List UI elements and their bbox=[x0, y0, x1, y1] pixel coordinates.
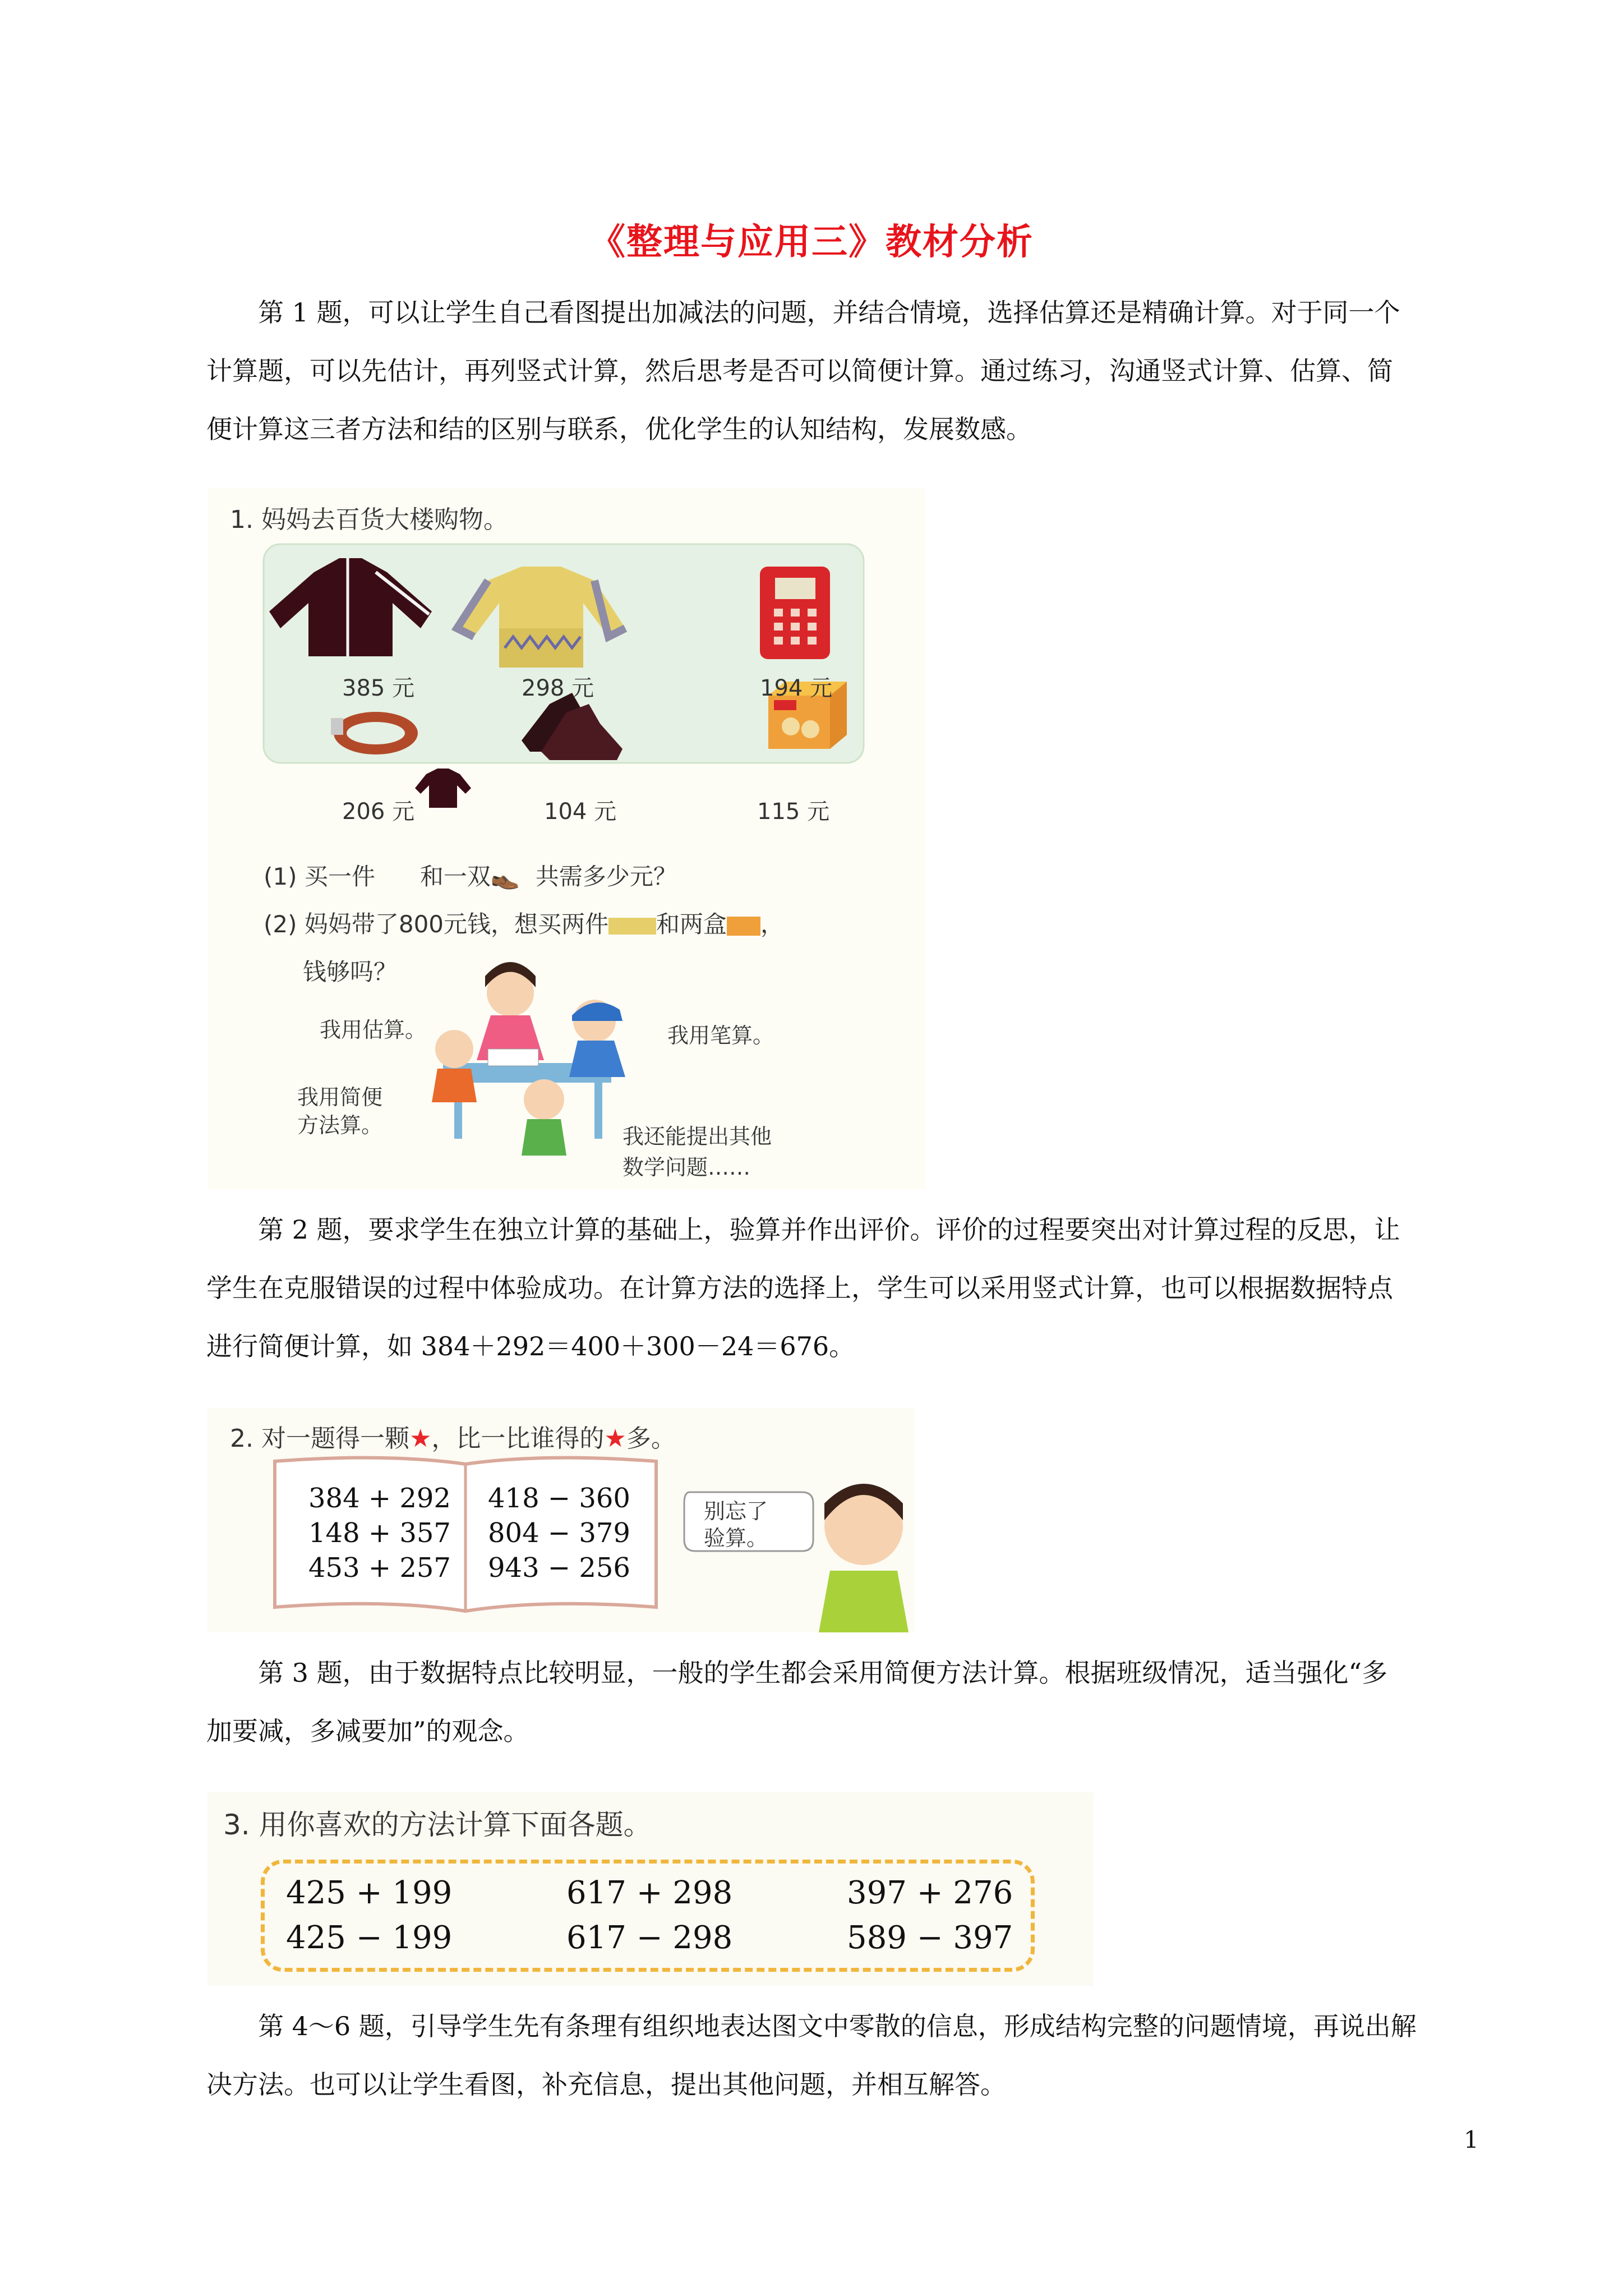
page-title: 《整理与应用三》教材分析 bbox=[589, 221, 1034, 263]
star-icon: ★ bbox=[409, 1424, 432, 1453]
price-cookie-box: 115 元 bbox=[757, 799, 830, 825]
sweater-icon bbox=[608, 918, 656, 935]
speech-line: 别忘了 bbox=[704, 1499, 768, 1524]
children-illustration bbox=[432, 962, 625, 1156]
paragraph-3 bbox=[206, 1644, 1485, 1760]
speech-other-1: 我还能提出其他 bbox=[623, 1124, 772, 1149]
question-1 bbox=[264, 858, 677, 892]
problem: 384 + 292 bbox=[308, 1483, 451, 1514]
problem: 453 + 257 bbox=[308, 1552, 451, 1584]
text-line: 计算题，可以先估计，再列竖式计算，然后思考是否可以简便计算。通过练习，沟通竖式计算、估算、简 bbox=[206, 356, 1393, 386]
problem: 148 + 357 bbox=[308, 1517, 451, 1549]
question-2-part-c: ， bbox=[760, 910, 785, 938]
telephone-icon bbox=[760, 567, 830, 659]
text-line: 第 2 题，要求学生在独立计算的基础上，验算并作出评价。评价的过程要突出对计算过程的反思，让 bbox=[206, 1214, 1400, 1245]
page-number: 1 bbox=[1464, 2126, 1479, 2154]
figure-2-verify bbox=[208, 1408, 914, 1632]
question-1-part-c: 共需多少元？ bbox=[535, 863, 677, 890]
star-icon: ★ bbox=[604, 1424, 626, 1453]
text-line: 便计算这三者方法和结的区别与联系，优化学生的认知结构，发展数感。 bbox=[206, 414, 1032, 444]
question-2 bbox=[264, 906, 784, 940]
question-1-part-b: 和一双 bbox=[419, 863, 491, 890]
text-line: 决方法。也可以让学生看图，补充信息，提出其他问题，并相互解答。 bbox=[206, 2069, 1006, 2100]
left-column-problems bbox=[308, 1481, 451, 1585]
problem: 617 + 298 bbox=[566, 1875, 733, 1911]
price-jacket: 385 元 bbox=[342, 675, 415, 701]
text-line: 学生在克服错误的过程中体验成功。在计算方法的选择上，学生可以采用竖式计算，也可以根据数据特点 bbox=[206, 1273, 1393, 1303]
speech-written: 我用笔算。 bbox=[667, 1023, 774, 1048]
price-sweater: 298 元 bbox=[522, 675, 594, 701]
speech-other-2: 数学问题…… bbox=[623, 1155, 751, 1180]
text-line: 进行简便计算，如 384＋292＝400＋300－24＝676。 bbox=[206, 1331, 855, 1361]
question-2-end: 钱够吗？ bbox=[303, 958, 398, 986]
problem: 397 + 276 bbox=[847, 1875, 1013, 1911]
problem: 589 − 397 bbox=[847, 1920, 1013, 1956]
problem: 943 − 256 bbox=[488, 1552, 630, 1584]
text-line: 第 3 题，由于数据特点比较明显，一般的学生都会采用简便方法计算。根据班级情况，适当强化“多 bbox=[206, 1658, 1388, 1688]
price-belt: 206 元 bbox=[342, 799, 415, 825]
figure-3-calculate bbox=[208, 1792, 1094, 1986]
speech-shortcut-1: 我用简便 bbox=[297, 1085, 383, 1110]
figure-1-heading: 1. 妈妈去百货大楼购物。 bbox=[230, 505, 508, 534]
speech-shortcut-2: 方法算。 bbox=[297, 1113, 383, 1138]
speech-estimate: 我用估算。 bbox=[320, 1018, 427, 1042]
right-column-problems bbox=[488, 1481, 630, 1585]
problem: 804 − 379 bbox=[488, 1517, 630, 1549]
speech-line: 验算。 bbox=[704, 1526, 768, 1550]
speech-bubble bbox=[704, 1498, 768, 1552]
calc-column-2 bbox=[566, 1871, 732, 1961]
calc-column-3 bbox=[847, 1871, 1013, 1961]
paragraph-4 bbox=[206, 1997, 1485, 2114]
text-line: 第 4～6 题，引导学生先有条理有组织地表达图文中零散的信息，形成结构完整的问题情境，再说出解 bbox=[206, 2011, 1417, 2041]
figure-1-shopping bbox=[208, 488, 925, 1189]
problem: 617 − 298 bbox=[566, 1920, 733, 1956]
boy-illustration bbox=[819, 1484, 909, 1632]
paragraph-1 bbox=[206, 283, 1485, 458]
price-telephone: 194 元 bbox=[760, 675, 833, 701]
figure-2-heading-a: 2. 对一题得一颗 bbox=[230, 1424, 409, 1453]
shoes-icon: 👞 bbox=[490, 863, 520, 890]
cookie-box-icon bbox=[727, 917, 760, 936]
question-1-part-a: (1) 买一件 bbox=[264, 863, 375, 890]
problem: 425 + 199 bbox=[286, 1875, 453, 1911]
text-line: 加要减，多减要加”的观念。 bbox=[206, 1716, 529, 1746]
figure-2-heading-c: 多。 bbox=[626, 1424, 676, 1453]
calc-column-1 bbox=[286, 1871, 452, 1961]
figure-2-heading-b: ，比一比谁得的 bbox=[431, 1424, 605, 1453]
problem: 418 − 360 bbox=[488, 1483, 630, 1514]
figure-3-heading: 3. 用你喜欢的方法计算下面各题。 bbox=[223, 1809, 652, 1841]
question-2-part-b: 和两盒 bbox=[656, 910, 727, 938]
text-line: 第 1 题，可以让学生自己看图提出加减法的问题，并结合情境，选择估算还是精确计算。对于同一个 bbox=[206, 297, 1400, 328]
paragraph-2 bbox=[206, 1200, 1485, 1375]
price-shoes: 104 元 bbox=[544, 799, 617, 825]
question-2-part-a: (2) 妈妈带了800元钱，想买两件 bbox=[264, 910, 609, 938]
problem: 425 − 199 bbox=[286, 1920, 453, 1956]
